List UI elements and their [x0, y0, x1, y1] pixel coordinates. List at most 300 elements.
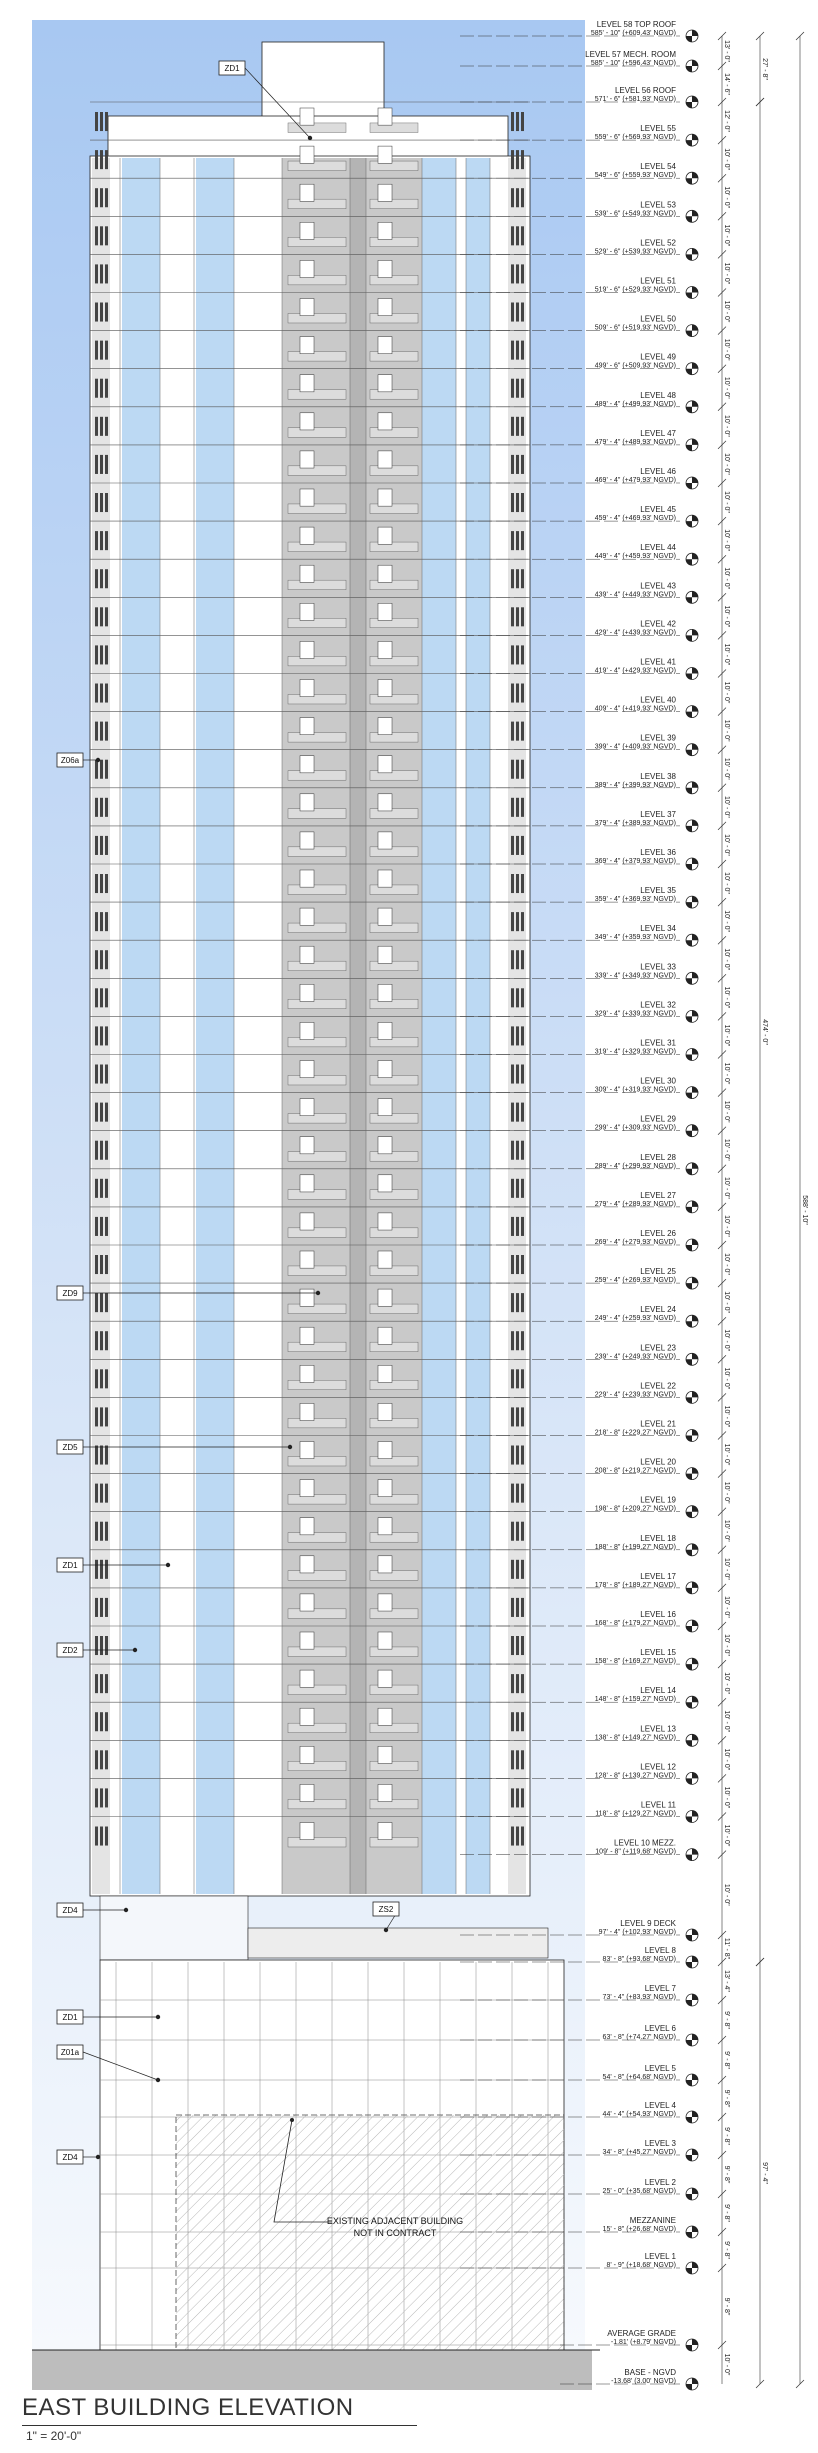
floor-dim: 10' - 0" [723, 1215, 730, 1237]
vent-fin [511, 1026, 514, 1045]
level-elevation: 499' - 6" (+509.93' NGVD) [594, 362, 676, 370]
balcony-rail [370, 809, 418, 819]
vent-fin [511, 1255, 514, 1274]
vent-fin [105, 798, 108, 817]
vent-fin [521, 1369, 524, 1388]
level-name: BASE - NGVD [624, 2368, 676, 2377]
balcony-door [300, 375, 314, 392]
balcony-rail [288, 1456, 346, 1466]
floor-dim: 10' - 0" [723, 2353, 730, 2376]
balcony-door [300, 299, 314, 316]
balcony-door [378, 1823, 392, 1840]
vent-fin [511, 226, 514, 245]
balcony-door [300, 1480, 314, 1497]
level-name: LEVEL 58 TOP ROOF [596, 20, 676, 29]
floor-dim: 10' - 0" [723, 1405, 730, 1428]
vent-fin [105, 531, 108, 550]
level-elevation: -13.68' (3.00' NGVD) [611, 2378, 676, 2385]
level-elevation: 218' - 8" (+229.27' NGVD) [594, 1429, 676, 1437]
vent-fin [516, 1750, 519, 1769]
vent-fin [511, 912, 514, 931]
vent-fin [95, 1788, 98, 1807]
vent-fin [521, 112, 524, 131]
balcony-door [378, 1289, 392, 1306]
vent-fin [521, 531, 524, 550]
vent-fin [100, 798, 103, 817]
level-name: LEVEL 38 [640, 771, 676, 781]
vent-fin [105, 1369, 108, 1388]
floor-dim: 10' - 0" [723, 986, 730, 1009]
level-elevation: 585' - 10" (+596.43' NGVD) [590, 60, 676, 67]
vent-fin [105, 455, 108, 474]
vent-fin [105, 1217, 108, 1236]
balcony-door [300, 1823, 314, 1840]
vent-fin [516, 1141, 519, 1160]
vent-fin [516, 112, 519, 131]
vent-fin [100, 1827, 103, 1846]
floor-dim: 10' - 0" [723, 1786, 730, 1809]
level-name: LEVEL 4 [644, 2101, 676, 2110]
vent-fin [100, 1179, 103, 1198]
balcony-rail [370, 237, 418, 247]
level-elevation: 97' - 4" (+102.93' NGVD) [598, 1929, 676, 1936]
vent-fin [105, 1636, 108, 1655]
balcony-door [300, 451, 314, 468]
floor-dim: 10' - 0" [723, 1024, 730, 1047]
balcony-door [300, 1442, 314, 1459]
vent-fin [100, 1484, 103, 1503]
vent-fin [521, 1141, 524, 1160]
vent-fin [105, 112, 108, 131]
balcony-door [300, 337, 314, 354]
vent-fin [516, 988, 519, 1007]
vent-fin [100, 531, 103, 550]
floor-dim: 10' - 0" [723, 1710, 730, 1733]
vent-fin [511, 874, 514, 893]
vent-fin [521, 912, 524, 931]
vent-fin [521, 950, 524, 969]
balcony-rail [288, 466, 346, 476]
balcony-door [378, 108, 392, 125]
tag-label: ZD2 [62, 1646, 78, 1655]
vent-fin [100, 645, 103, 664]
balcony-door [378, 1022, 392, 1039]
balcony-rail [288, 1761, 346, 1771]
vent-fin [511, 1712, 514, 1731]
balcony-door [300, 222, 314, 239]
balcony-door [378, 451, 392, 468]
floor-dim: 9' - 8" [723, 2089, 730, 2108]
balcony-door [378, 1175, 392, 1192]
balcony-door [300, 680, 314, 697]
level-name: LEVEL 14 [640, 1686, 676, 1696]
balcony-door [378, 1670, 392, 1687]
vent-fin [511, 1103, 514, 1122]
balcony-rail [370, 199, 418, 209]
balcony-rail [370, 1609, 418, 1619]
vent-fin [95, 684, 98, 703]
balcony-door [300, 1175, 314, 1192]
level-elevation: 549' - 6" (+559.93' NGVD) [594, 172, 676, 180]
level-name: LEVEL 12 [640, 1762, 676, 1772]
floor-dim: 10' - 0" [723, 224, 730, 247]
balcony-door [378, 146, 392, 163]
vent-fin [105, 1788, 108, 1807]
vent-fin [521, 1598, 524, 1617]
vent-fin [511, 684, 514, 703]
vent-fin [511, 1598, 514, 1617]
vent-fin [105, 303, 108, 322]
level-elevation: 469' - 4" (+479.93' NGVD) [594, 477, 676, 484]
vent-fin [511, 188, 514, 207]
balcony-rail [370, 1571, 418, 1581]
vent-fin [521, 188, 524, 207]
balcony-rail [370, 1304, 418, 1314]
balcony-rail [288, 1685, 346, 1695]
balcony-rail [288, 1418, 346, 1428]
vent-fin [521, 1560, 524, 1579]
level-elevation: 369' - 4" (+379.93' NGVD) [594, 858, 676, 865]
balcony-door [300, 1594, 314, 1611]
vent-fin [100, 1026, 103, 1045]
balcony-door [300, 565, 314, 582]
tag-label: ZS2 [378, 1905, 394, 1914]
floor-dim: 10' - 0" [723, 948, 730, 971]
tag-leader-dot [156, 2015, 160, 2019]
vent-fin [95, 645, 98, 664]
balcony-door [300, 1327, 314, 1344]
vent-fin [95, 760, 98, 779]
vent-fin [516, 150, 519, 169]
vent-fin [511, 1560, 514, 1579]
vent-fin [511, 988, 514, 1007]
balcony-rail [288, 961, 346, 971]
vent-fin [516, 455, 519, 474]
balcony-door [378, 1784, 392, 1801]
vent-fin [95, 1827, 98, 1846]
balcony-rail [370, 504, 418, 514]
balcony-door [300, 1403, 314, 1420]
vent-fin [511, 1750, 514, 1769]
tag-leader-dot [166, 1563, 170, 1567]
floor-dim: 10' - 0" [723, 1519, 730, 1542]
vent-fin [100, 1255, 103, 1274]
floor-dim: 11' - 8" [723, 1937, 730, 1960]
tag-leader-dot [133, 1648, 137, 1652]
level-name: AVERAGE GRADE [607, 2329, 676, 2338]
vent-fin [511, 950, 514, 969]
vent-fin [95, 988, 98, 1007]
vent-fin [105, 1484, 108, 1503]
balcony-rail [288, 1380, 346, 1390]
balcony-door [378, 1365, 392, 1382]
vent-fin [521, 1788, 524, 1807]
level-elevation: 168' - 8" (+179.27' NGVD) [594, 1620, 676, 1627]
vent-fin [521, 1331, 524, 1350]
floor-dim: 10' - 0" [723, 1481, 730, 1504]
vent-fin [516, 1674, 519, 1693]
vent-fin [95, 1598, 98, 1617]
floor-dim: 10' - 0" [723, 757, 730, 780]
vent-fin [95, 722, 98, 741]
vent-fin [95, 264, 98, 283]
vent-fin [105, 1255, 108, 1274]
vent-fin [521, 493, 524, 512]
vent-fin [511, 836, 514, 855]
tag-label: Z01a [60, 2048, 80, 2057]
balcony-door [378, 1556, 392, 1573]
floor-dim: 10' - 0" [723, 1100, 730, 1123]
balcony-door [378, 260, 392, 277]
balcony-rail [370, 275, 418, 285]
balcony-rail [288, 580, 346, 590]
vent-fin [95, 1141, 98, 1160]
vent-fin [516, 1636, 519, 1655]
balcony-door [300, 527, 314, 544]
balcony-rail [288, 885, 346, 895]
floor-dim: 10' - 0" [723, 834, 730, 856]
vent-fin [95, 874, 98, 893]
level-name: LEVEL 25 [640, 1267, 676, 1277]
balcony-rail [288, 694, 346, 704]
vent-fin [521, 150, 524, 169]
vent-fin [100, 188, 103, 207]
level-elevation: 8' - 9" (+18.68' NGVD) [606, 2262, 676, 2269]
level-name: LEVEL 33 [640, 962, 676, 972]
floor-dim: 10' - 0" [723, 1138, 730, 1161]
balcony-rail [288, 1609, 346, 1619]
vent-fin [511, 379, 514, 398]
vent-fin [511, 798, 514, 817]
vent-fin [100, 379, 103, 398]
balcony-door [378, 565, 392, 582]
balcony-rail [370, 1647, 418, 1657]
vent-fin [95, 188, 98, 207]
vent-fin [516, 684, 519, 703]
vent-fin [511, 1141, 514, 1160]
level-name: LEVEL 13 [640, 1724, 676, 1734]
level-elevation: 359' - 4" (+369.93' NGVD) [594, 896, 676, 904]
vent-fin [100, 836, 103, 855]
balcony-rail [288, 161, 346, 171]
glass-column-2 [420, 158, 456, 1894]
floor-dim: 9' - 8" [723, 2241, 730, 2259]
drawing-title: EAST BUILDING ELEVATION [22, 2394, 354, 2421]
balcony-rail [288, 1571, 346, 1581]
vent-fin [516, 1560, 519, 1579]
vent-fin [95, 1636, 98, 1655]
level-elevation: 439' - 4" (+449.93' NGVD) [594, 591, 676, 599]
balcony-rail [370, 1723, 418, 1733]
floor-dim: 9' - 8" [723, 2011, 730, 2029]
vent-fin [100, 1331, 103, 1350]
vent-fin [95, 1179, 98, 1198]
vent-fin [511, 1636, 514, 1655]
level-name: LEVEL 17 [640, 1571, 676, 1581]
vent-fin [511, 1674, 514, 1693]
level-name: LEVEL 50 [640, 314, 676, 324]
floor-dim: 10' - 0" [723, 376, 730, 399]
vent-fin [511, 1484, 514, 1503]
level-name: LEVEL 52 [640, 238, 676, 248]
glass-column-3 [466, 158, 490, 1894]
balcony-rail [370, 1685, 418, 1695]
floor-dim: 10' - 0" [723, 491, 730, 513]
floor-dim: 10' - 0" [723, 605, 730, 628]
level-name: LEVEL 34 [640, 924, 676, 934]
balcony-door [378, 603, 392, 620]
level-elevation: 109' - 8" (+119.68' NGVD) [595, 1848, 676, 1856]
level-elevation: 449' - 4" (+459.93' NGVD) [594, 553, 676, 561]
vent-fin [521, 1026, 524, 1045]
level-elevation: 571' - 6" (+581.93' NGVD) [594, 96, 676, 103]
vent-fin [105, 1026, 108, 1045]
vent-fin [105, 341, 108, 360]
balcony-door [378, 1594, 392, 1611]
level-elevation: 259' - 4" (+269.93' NGVD) [594, 1277, 676, 1285]
vent-fin [100, 1598, 103, 1617]
vent-fin [95, 798, 98, 817]
level-name: LEVEL 19 [640, 1495, 676, 1505]
level-name: LEVEL 45 [640, 505, 676, 515]
vent-fin [105, 417, 108, 436]
vent-fin [516, 341, 519, 360]
balcony-rail [288, 237, 346, 247]
level-elevation: 319' - 4" (+329.93' NGVD) [594, 1048, 676, 1056]
vent-fin [511, 493, 514, 512]
vent-fin [511, 303, 514, 322]
vent-fin [521, 1255, 524, 1274]
balcony-door [300, 108, 314, 125]
balcony-rail [370, 580, 418, 590]
vent-fin [516, 1179, 519, 1198]
floor-dim: 10' - 0" [723, 1596, 730, 1618]
vent-fin [95, 226, 98, 245]
balcony-rail [288, 199, 346, 209]
vent-fin [100, 1522, 103, 1541]
vent-fin [100, 1674, 103, 1693]
vent-fin [511, 1217, 514, 1236]
balcony-rail [370, 923, 418, 933]
balcony-door [378, 1137, 392, 1154]
balcony-rail [288, 275, 346, 285]
balcony-door [378, 1442, 392, 1459]
balcony-rail [288, 1837, 346, 1847]
floor-dim: 10' - 0" [723, 1824, 730, 1847]
floor-dim: 10' - 0" [723, 567, 730, 590]
balcony-rail [288, 1799, 346, 1809]
level-name: LEVEL 57 MECH. ROOM [585, 50, 676, 59]
floor-dim: 10' - 0" [723, 643, 730, 666]
vent-fin [100, 988, 103, 1007]
balcony-door [378, 375, 392, 392]
vent-fin [105, 1674, 108, 1693]
glass-column-0 [122, 158, 160, 1894]
floor-dim: 9' - 8" [723, 2127, 730, 2145]
level-name: LEVEL 8 [644, 1946, 676, 1955]
vent-fin [105, 684, 108, 703]
vent-fin [521, 1217, 524, 1236]
floor-dim: 10' - 0" [723, 1672, 730, 1695]
vent-fin [100, 1293, 103, 1312]
vent-fin [95, 1331, 98, 1350]
balcony-door [378, 1518, 392, 1535]
balcony-rail [370, 656, 418, 666]
vent-fin [100, 226, 103, 245]
vent-fin [105, 836, 108, 855]
balcony-door [378, 299, 392, 316]
balcony-rail [370, 1456, 418, 1466]
floor-dim: 10' - 0" [723, 1329, 730, 1352]
floor-dim: 10' - 0" [723, 186, 730, 209]
vent-fin [516, 1217, 519, 1236]
vent-fin [100, 341, 103, 360]
vent-fin [95, 1750, 98, 1769]
vent-fin [516, 1712, 519, 1731]
vent-fin [95, 493, 98, 512]
overall-dim-tower: 474' - 0" [761, 1019, 768, 1045]
vent-fin [95, 1369, 98, 1388]
level-name: LEVEL 6 [644, 2024, 676, 2033]
balcony-door [300, 603, 314, 620]
vent-fin [516, 1103, 519, 1122]
balcony-rail [288, 809, 346, 819]
vent-fin [511, 112, 514, 131]
vent-fin [521, 1484, 524, 1503]
rooftop-mechanical [262, 42, 384, 118]
balcony-rail [288, 1152, 346, 1162]
balcony-rail [370, 1037, 418, 1047]
balcony-rail [370, 961, 418, 971]
vent-fin [516, 1598, 519, 1617]
balcony-door [300, 908, 314, 925]
balcony-rail [370, 733, 418, 743]
vent-fin [95, 1674, 98, 1693]
balcony-door [378, 337, 392, 354]
tag-label: ZD1 [62, 2013, 78, 2022]
vent-fin [105, 226, 108, 245]
vent-fin [516, 1026, 519, 1045]
balcony-rail [370, 1495, 418, 1505]
level-elevation: 339' - 4" (+349.93' NGVD) [594, 972, 676, 980]
balcony-door [300, 1632, 314, 1649]
level-elevation: 539' - 6" (+549.93' NGVD) [594, 210, 676, 218]
vent-fin [95, 1484, 98, 1503]
vent-fin [100, 722, 103, 741]
balcony-rail [288, 771, 346, 781]
balcony-rail [370, 1152, 418, 1162]
balcony-door [300, 1784, 314, 1801]
balcony-door [300, 832, 314, 849]
balcony-rail [288, 733, 346, 743]
level-elevation: 198' - 8" (+209.27' NGVD) [594, 1505, 676, 1513]
vent-fin [511, 417, 514, 436]
vent-fin [521, 1407, 524, 1426]
floor-dim: 10' - 0" [723, 338, 730, 361]
vent-fin [105, 607, 108, 626]
balcony-rail [370, 694, 418, 704]
level-elevation: 269' - 4" (+279.93' NGVD) [594, 1239, 676, 1246]
balcony-door [300, 1518, 314, 1535]
vent-fin [521, 1827, 524, 1846]
balcony-door [300, 984, 314, 1001]
balcony-door [378, 641, 392, 658]
level-elevation: 509' - 6" (+519.93' NGVD) [594, 324, 676, 332]
balcony-rail [288, 352, 346, 362]
vent-fin [521, 684, 524, 703]
vent-fin [521, 988, 524, 1007]
floor-dim: 10' - 0" [723, 1748, 730, 1771]
